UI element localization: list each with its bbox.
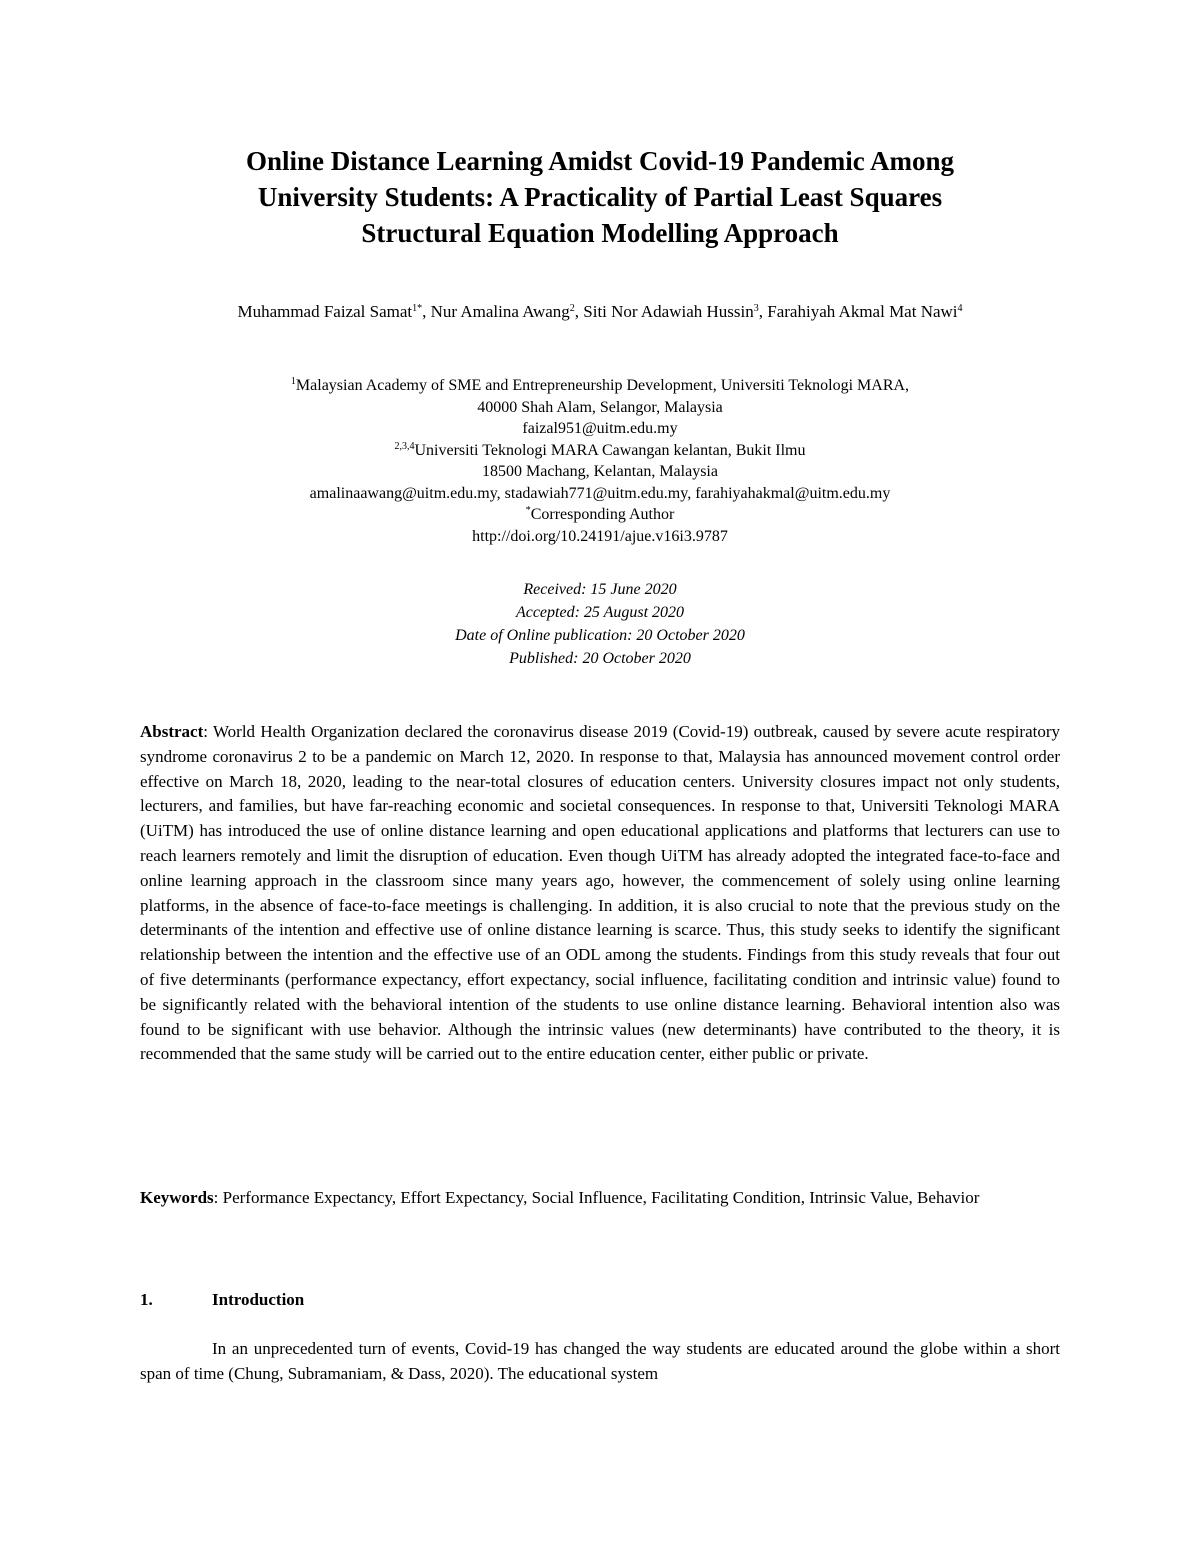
author-separator: , <box>574 302 584 321</box>
paper-title <box>150 143 1050 251</box>
date-published: Published: 20 October 2020 <box>509 650 691 667</box>
affiliation-1-email[interactable]: faizal951@uitm.edu.my <box>522 420 678 437</box>
affil-text: Malaysian Academy of SME and Entrepreneurship Development, Universiti Teknologi MARA, <box>295 377 910 394</box>
title-line-3: Structural Equation Modelling Approach <box>361 218 839 248</box>
author-affil-mark: 1* <box>412 303 423 314</box>
author-name: Farahiyah Akmal Mat Nawi <box>767 302 958 321</box>
affil-text: Universiti Teknologi MARA Cawangan kelantan, Bukit Ilmu <box>414 441 806 459</box>
title-line-1: Online Distance Learning Amidst Covid-19 Pandemic Among <box>245 146 955 176</box>
keywords-text: : Performance Expectancy, Effort Expectancy, Social Influence, Facilitating Condition, Intrinsic Value, Behavior <box>213 1188 980 1207</box>
introduction-paragraph: In an unprecedented turn of events, Covid-19 has changed the way students are educated around the globe within a short span of time (Chung, Subramaniam, & Dass, 2020). The educational system <box>140 1339 1060 1383</box>
affil-mark: 2,3,4 <box>394 440 415 452</box>
keywords <box>140 1186 1060 1211</box>
affiliations <box>150 375 1050 547</box>
corresponding-mark: * <box>525 505 531 516</box>
author-name: Muhammad Faizal Samat <box>237 302 413 321</box>
section-number: 1. <box>140 1290 153 1309</box>
doi-link[interactable]: http://doi.org/10.24191/ajue.v16i3.9787 <box>472 527 728 545</box>
affiliation-1-line-1 <box>150 375 1050 397</box>
affiliation-1-line-2: 40000 Shah Alam, Selangor, Malaysia <box>477 398 723 416</box>
author-list <box>140 300 1060 324</box>
author-separator: , <box>422 302 431 321</box>
section-heading-introduction <box>140 1290 304 1310</box>
affiliation-2-line-1 <box>150 440 1050 462</box>
publication-dates <box>150 578 1050 670</box>
section-title: Introduction <box>212 1290 305 1309</box>
date-online: Date of Online publication: 20 October 2020 <box>455 627 745 644</box>
date-received: Received: 15 June 2020 <box>523 581 677 598</box>
author-name: Siti Nor Adawiah Hussin <box>583 302 754 321</box>
abstract-label: Abstract <box>140 722 204 741</box>
author-separator: , <box>758 302 768 321</box>
keywords-label: Keywords <box>140 1188 214 1207</box>
abstract <box>140 720 1060 1067</box>
affiliation-2-emails[interactable]: amalinaawang@uitm.edu.my, stadawiah771@uitm.edu.my, farahiyahakmal@uitm.edu.my <box>309 484 891 502</box>
author-affil-mark: 4 <box>957 303 963 314</box>
corresponding-author <box>150 504 1050 526</box>
corresponding-label: Corresponding Author <box>530 506 675 523</box>
affiliation-2-line-2: 18500 Machang, Kelantan, Malaysia <box>482 463 718 480</box>
date-accepted: Accepted: 25 August 2020 <box>515 604 685 621</box>
affil-mark: 1 <box>290 376 296 387</box>
author-affil-mark: 2 <box>569 303 575 314</box>
author-name: Nur Amalina Awang <box>430 302 570 321</box>
abstract-text: : World Health Organization declared the coronavirus disease 2019 (Covid-19) outbreak, caused by severe acute respiratory syndrome coronavirus 2 to be a pandemic on March 12, 2020. In response to that, Malaysia has announced movement control order effective on March 18, 2020, leading to the near-total closures of education centers. University closures impact not only students, lecturers, and families, but have far-reaching economic and societal consequences. In response to that, Universiti Teknologi MARA (UiTM) has introduced the use of online distance learning and open educational applications and platforms that lecturers can use to reach learners remotely and limit the disruption of education. Even though UiTM has already adopted the integrated face-to-face and online learning approach in the classroom since many years ago, however, the commencement of solely using online learning platforms, in the absence of face-to-face meetings is challenging. In addition, it is also crucial to note that the previous study on the determinants of the intention and effective use of online distance learning is scarce. Thus, this study seeks to identify the significant relationship between the intention and the effective use of an ODL among the students. Findings from this study reveals that four out of five determinants (performance expectancy, effort expectancy, social influence, facilitating condition and intrinsic value) found to be significantly related with the behavioral intention of the students to use online distance learning. Behavioral intention also was found to be significant with use behavior. Although the intrinsic values (new determinants) have contributed to the theory, it is recommended that the same study will be carried out to the entire education center, either public or private. <box>140 722 1060 1064</box>
title-line-2: University Students: A Practicality of Partial Least Squares <box>257 182 943 212</box>
author-affil-mark: 3 <box>753 303 759 314</box>
